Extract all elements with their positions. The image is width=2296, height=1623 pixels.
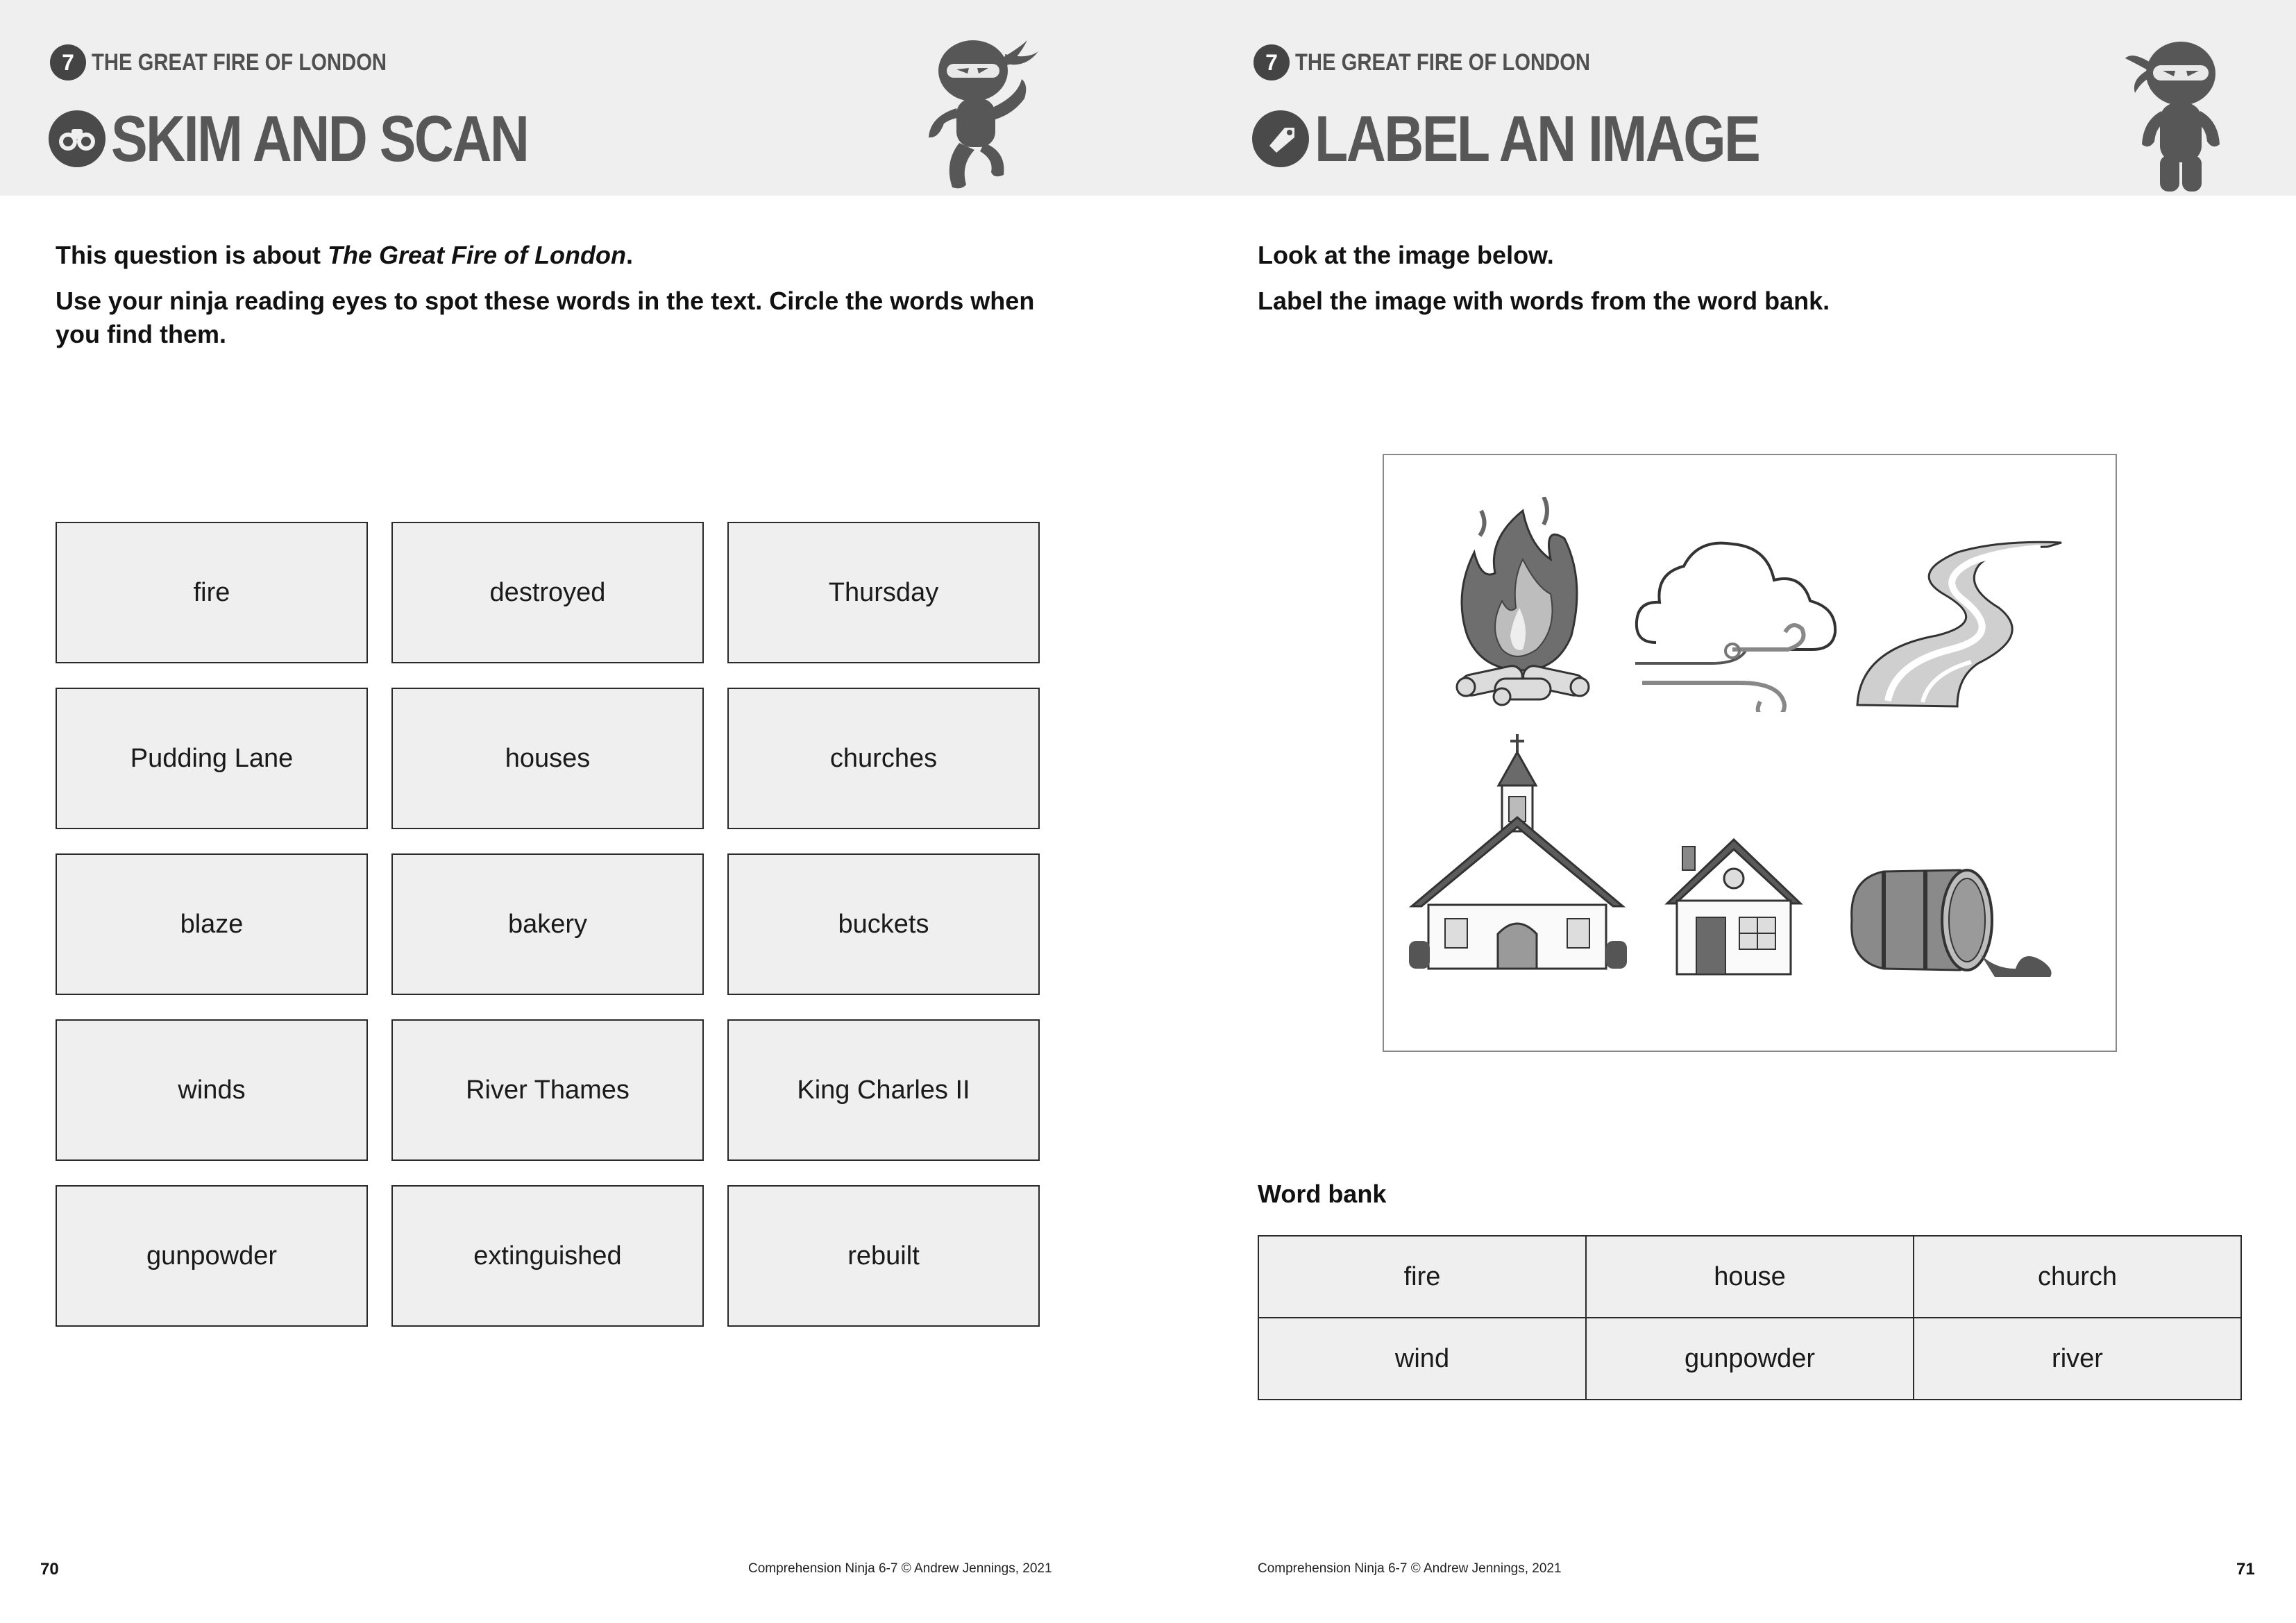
instruction-1-text: This question is about — [56, 241, 328, 269]
word-card[interactable]: Thursday — [727, 522, 1040, 663]
wind-icon — [1628, 532, 1843, 712]
word-card[interactable]: King Charles II — [727, 1019, 1040, 1161]
copyright: Comprehension Ninja 6-7 © Andrew Jennings, 2021 — [1258, 1561, 1562, 1576]
house-icon — [1664, 837, 1803, 983]
instruction-1 — [56, 239, 1055, 272]
unit-heading — [50, 44, 434, 80]
word-card[interactable]: winds — [56, 1019, 368, 1161]
unit-number-badge: 7 — [50, 44, 86, 80]
word-card[interactable]: buckets — [727, 853, 1040, 995]
church-icon — [1405, 733, 1634, 983]
unit-title: THE GREAT FIRE OF LONDON — [1295, 49, 1591, 76]
ninja-jumping-icon — [916, 26, 1041, 198]
section-heading — [49, 101, 607, 176]
word-card[interactable]: houses — [391, 688, 704, 829]
river-icon — [1853, 532, 2068, 712]
unit-title: THE GREAT FIRE OF LONDON — [92, 49, 387, 76]
word-card[interactable]: blaze — [56, 853, 368, 995]
word-bank-cell: house — [1586, 1236, 1914, 1318]
unit-heading — [1253, 44, 1638, 80]
word-grid — [56, 522, 1040, 1327]
ninja-standing-icon — [2118, 31, 2243, 196]
word-bank-heading: Word bank — [1258, 1180, 1387, 1208]
word-card[interactable]: bakery — [391, 853, 704, 995]
fire-icon — [1446, 497, 1599, 712]
word-bank-cell: gunpowder — [1586, 1318, 1914, 1400]
word-card[interactable]: fire — [56, 522, 368, 663]
binoculars-icon — [49, 110, 105, 167]
word-bank-cell: wind — [1258, 1318, 1586, 1400]
word-bank-cell: fire — [1258, 1236, 1586, 1318]
word-card[interactable]: River Thames — [391, 1019, 704, 1161]
book-title: The Great Fire of London — [328, 241, 627, 269]
unit-number-badge: 7 — [1253, 44, 1290, 80]
instruction-2: Use your ninja reading eyes to spot these words in the text. Circle the words when you find them. — [56, 287, 1035, 348]
word-card[interactable]: rebuilt — [727, 1185, 1040, 1327]
word-card[interactable]: gunpowder — [56, 1185, 368, 1327]
page-number: 70 — [40, 1560, 59, 1579]
instruction-1-end: . — [626, 241, 634, 269]
instruction-1: Look at the image below. — [1258, 241, 1554, 269]
word-card[interactable]: destroyed — [391, 522, 704, 663]
image-to-label — [1383, 454, 2117, 1052]
page-number: 71 — [2236, 1560, 2255, 1579]
gunpowder-barrel-icon — [1842, 858, 2057, 983]
table-row — [1258, 1318, 2241, 1400]
copyright: Comprehension Ninja 6-7 © Andrew Jennings, 2021 — [748, 1561, 1052, 1576]
section-title: SKIM AND SCAN — [111, 102, 528, 175]
word-card[interactable]: churches — [727, 688, 1040, 829]
label-tag-icon — [1252, 110, 1309, 167]
word-bank-cell: church — [1914, 1236, 2241, 1318]
word-card[interactable]: extinguished — [391, 1185, 704, 1327]
right-page — [1148, 0, 2296, 1623]
word-bank-table — [1258, 1235, 2242, 1400]
section-title: LABEL AN IMAGE — [1315, 102, 1759, 175]
table-row — [1258, 1236, 2241, 1318]
word-card[interactable]: Pudding Lane — [56, 688, 368, 829]
instruction-2: Label the image with words from the word bank. — [1258, 287, 1830, 315]
word-bank-cell: river — [1914, 1318, 2241, 1400]
section-heading — [1252, 101, 1843, 176]
